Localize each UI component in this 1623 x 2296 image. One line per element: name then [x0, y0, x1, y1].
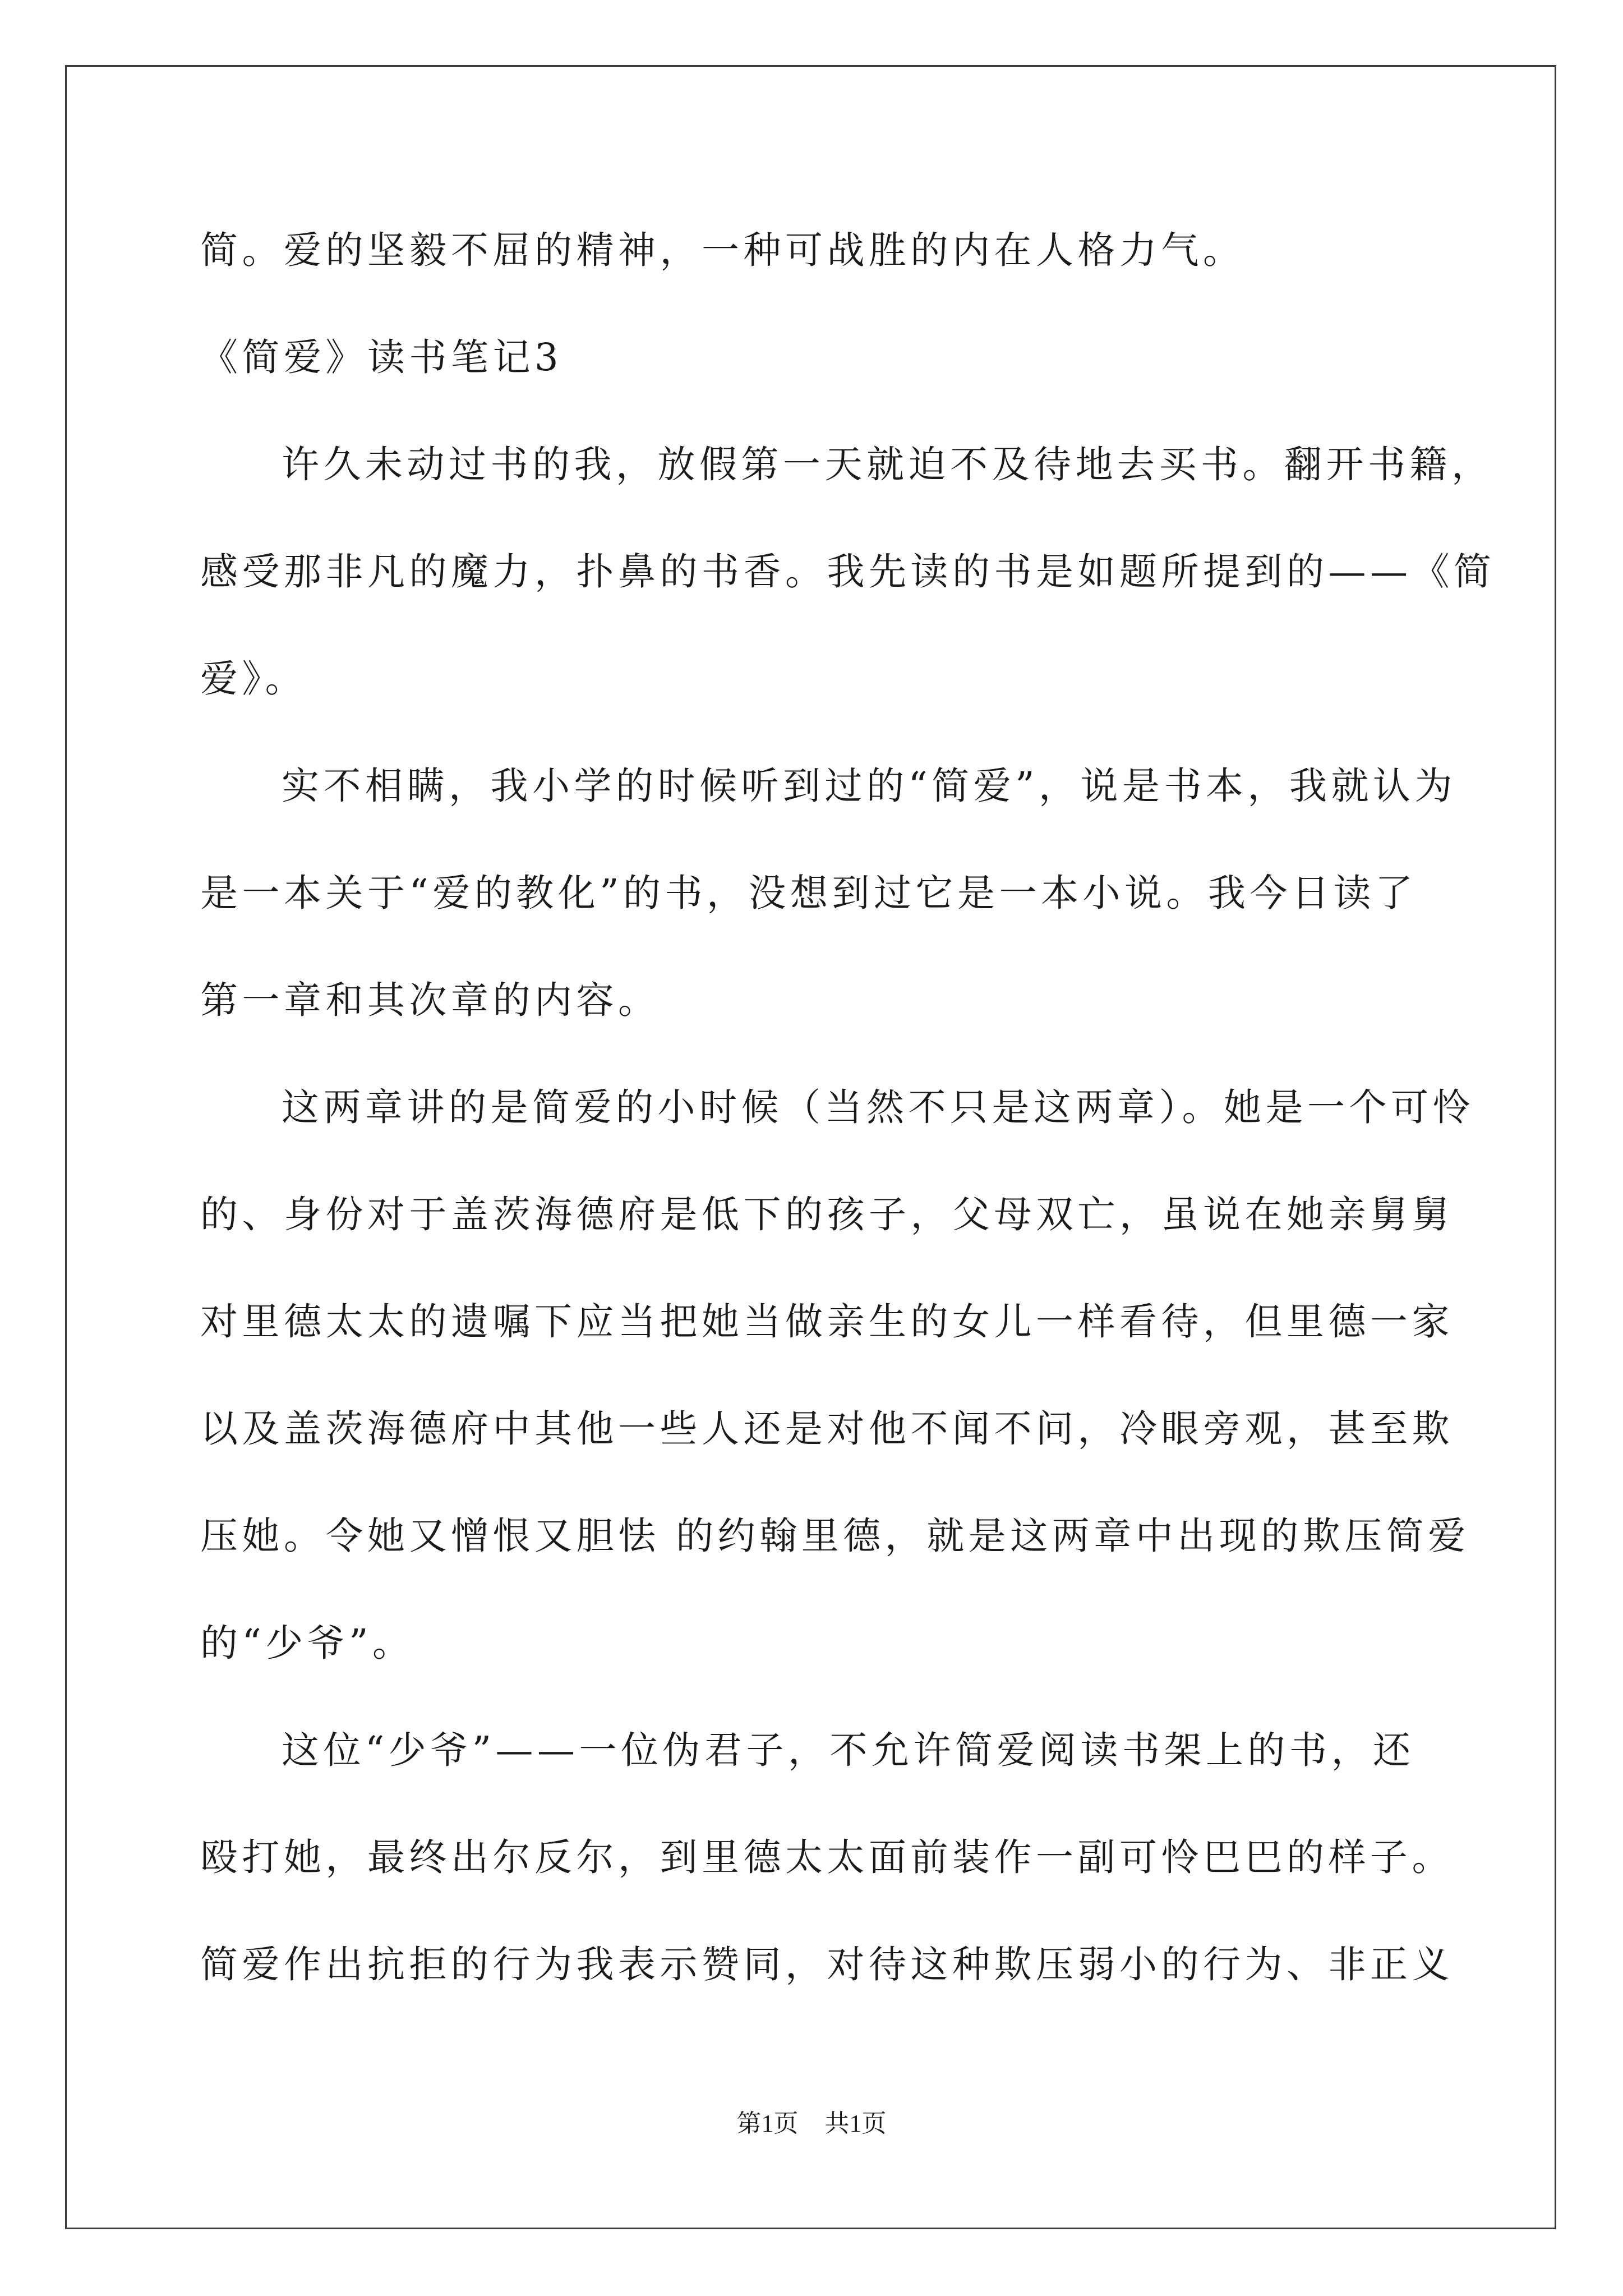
- text-line: 简爱作出抗拒的行为我表示赞同，对待这种欺压弱小的行为、非正义: [200, 1943, 1454, 1986]
- text-line: 这两章讲的是简爱的小时候（当然不只是这两章）。她是一个可怜: [282, 1085, 1474, 1129]
- text-line: 压她。令她又憎恨又胆怯 的约翰里德，就是这两章中出现的欺压简爱: [200, 1514, 1470, 1558]
- page-border: [65, 65, 1556, 2229]
- text-line: 爱》。: [200, 657, 307, 701]
- page-footer: [0, 2107, 1623, 2141]
- text-line: 实不相瞒，我小学的时候听到过的“简爱”，说是书本，我就认为: [282, 764, 1457, 808]
- page-number: 第1页: [736, 2110, 799, 2137]
- text-line: 许久未动过书的我，放假第一天就迫不及待地去买书。翻开书籍，: [282, 443, 1493, 486]
- text-line: 以及盖茨海德府中其他一些人还是对他不闻不问，冷眼旁观，甚至欺: [200, 1407, 1454, 1451]
- text-line: 的“少爷”。: [200, 1621, 414, 1665]
- page-total: 共1页: [824, 2110, 887, 2137]
- text-line: 第一章和其次章的内容。: [200, 978, 660, 1022]
- text-line: 简。爱的坚毅不屈的精神，一种可战胜的内在人格力气。: [200, 228, 1245, 272]
- text-line: 的、身份对于盖茨海德府是低下的孩子，父母双亡，虽说在她亲舅舅: [200, 1193, 1454, 1236]
- text-line: 感受那非凡的魔力，扑鼻的书香。我先读的书是如题所提到的——《简: [200, 550, 1496, 593]
- section-heading: 《简爱》读书笔记3: [200, 335, 563, 379]
- text-line: 对里德太太的遗嘱下应当把她当做亲生的女儿一样看待，但里德一家: [200, 1300, 1454, 1343]
- text-line: 这位“少爷”——一位伪君子，不允许简爱阅读书架上的书，还: [282, 1728, 1415, 1772]
- text-line: 是一本关于“爱的教化”的书，没想到过它是一本小说。我今日读了: [200, 871, 1417, 915]
- text-line: 殴打她，最终出尔反尔，到里德太太面前装作一副可怜巴巴的样子。: [200, 1835, 1454, 1879]
